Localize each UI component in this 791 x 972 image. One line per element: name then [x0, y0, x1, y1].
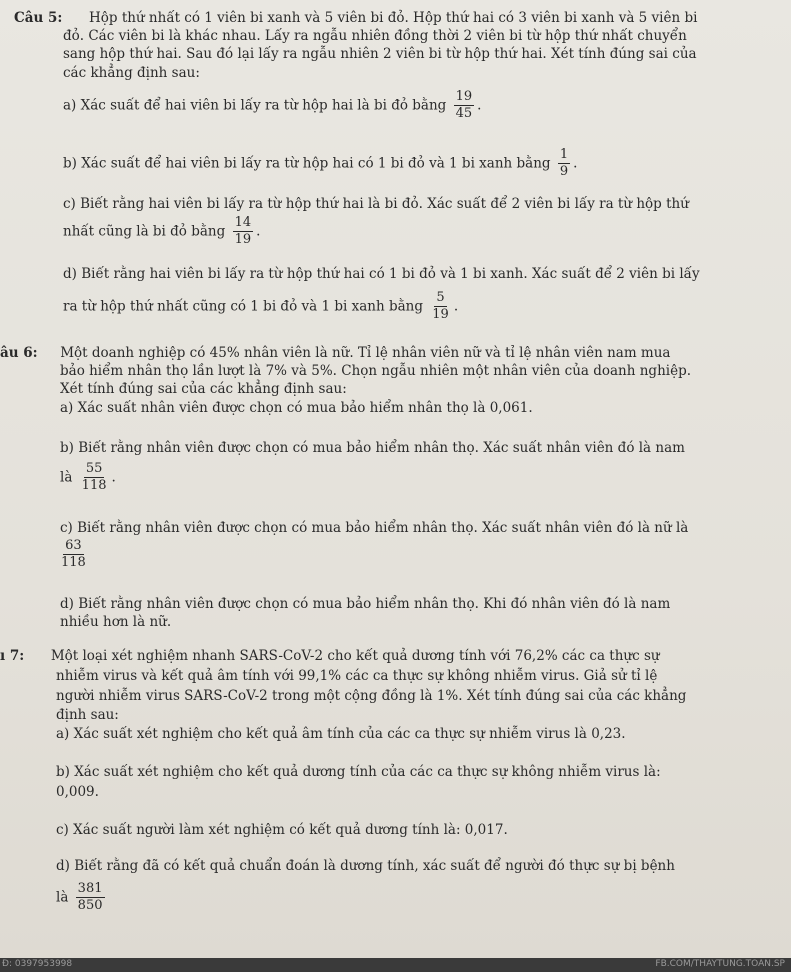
- q5-b-denominator: 9: [559, 164, 569, 180]
- q5-text-1: Hộp thứ nhất có 1 viên bi xanh và 5 viên bi đỏ. Hộp thứ hai có 3 viên bi xanh và 5 viên bi: [88, 10, 698, 26]
- q7-d-denominator: 850: [77, 898, 103, 914]
- q6-b-end: .: [111, 469, 116, 486]
- q5-c-text: nhất cũng là bi đỏ bằng: [63, 223, 226, 240]
- q6-option-b-line-1: b) Biết rằng nhân viên được chọn có mua bảo hiểm nhân thọ. Xác suất nhân viên đó là nam: [60, 440, 685, 456]
- q5-a-numerator: 19: [454, 90, 475, 106]
- q6-option-d-line-2: nhiều hơn là nữ.: [60, 614, 172, 630]
- q5-option-d-line-2: [63, 291, 458, 323]
- q5-a-fraction: [454, 90, 475, 122]
- q7-option-d-line-2: [56, 882, 108, 914]
- q6-option-a: a) Xác suất nhân viên được chọn có mua bảo hiểm nhân thọ là 0,061.: [60, 400, 533, 416]
- q7-line-3: người nhiễm virus SARS-CoV-2 trong một cộng đồng là 1%. Xét tính đúng sai của các khẳng: [56, 688, 687, 704]
- q5-b-end: .: [573, 155, 578, 172]
- q5-option-c-line-1: c) Biết rằng hai viên bi lấy ra từ hộp thứ hai là bi đỏ. Xác suất để 2 viên bi lấy ra từ hộp thứ: [63, 196, 689, 212]
- q6-line-3: Xét tính đúng sai của các khẳng định sau:: [60, 381, 347, 397]
- footer-bar: [0, 958, 791, 972]
- q5-line-4: các khẳng định sau:: [63, 65, 200, 81]
- q5-option-b: [63, 148, 577, 180]
- q6-option-c-line-1: c) Biết rằng nhân viên được chọn có mua bảo hiểm nhân thọ. Xác suất nhân viên đó là nữ là: [60, 520, 689, 536]
- q7-line-2: nhiễm virus và kết quả âm tính với 99,1% các ca thực sự không nhiễm virus. Giả sử tỉ lệ: [56, 668, 658, 684]
- q6-b-numerator: 55: [84, 462, 105, 478]
- q6-option-c-line-2: [56, 539, 91, 571]
- q5-line-3: sang hộp thứ hai. Sau đó lại lấy ra ngẫu nhiên 2 viên bi từ hộp thứ hai. Xét tính đúng sai của: [63, 46, 697, 62]
- q5-line-2: đỏ. Các viên bi là khác nhau. Lấy ra ngẫu nhiên đồng thời 2 viên bi từ hộp thứ nhất chuyển: [63, 28, 687, 44]
- q5-a-end: .: [477, 97, 482, 114]
- q5-option-c-line-2: [63, 216, 260, 248]
- q6-b-text: là: [60, 469, 73, 486]
- q6-label: âu 6:: [0, 345, 38, 361]
- q5-b-numerator: 1: [558, 148, 570, 164]
- q6-c-fraction: [59, 539, 88, 571]
- q6-text-1: Một doanh nghiệp có 45% nhân viên là nữ. Tỉ lệ nhân viên nữ và tỉ lệ nhân viên nam mua: [60, 345, 671, 361]
- q7-d-text: là: [56, 889, 69, 906]
- q7-d-fraction: [76, 882, 105, 914]
- q5-option-a: [63, 90, 481, 122]
- q5-d-denominator: 19: [432, 307, 449, 323]
- q7-label: ı 7:: [0, 648, 25, 664]
- q7-d-numerator: 381: [76, 882, 105, 898]
- q5-c-numerator: 14: [233, 216, 254, 232]
- q6-b-fraction: [80, 462, 109, 494]
- q7-line-1: [0, 648, 660, 664]
- q7-line-4: định sau:: [56, 707, 119, 723]
- q6-option-b-line-2: [60, 462, 116, 494]
- footer-facebook: FB.COM/THAYTUNG.TOAN.SP: [655, 959, 785, 969]
- q6-option-d-line-1: d) Biết rằng nhân viên được chọn có mua bảo hiểm nhân thọ. Khi đó nhân viên đó là nam: [60, 596, 671, 612]
- q5-a-text: a) Xác suất để hai viên bi lấy ra từ hộp hai là bi đỏ bằng: [63, 97, 447, 114]
- q5-c-denominator: 19: [234, 232, 252, 248]
- q7-text-1: Một loại xét nghiệm nhanh SARS-CoV-2 cho kết quả dương tính với 76,2% các ca thực sự: [50, 648, 660, 664]
- q5-d-text: ra từ hộp thứ nhất cũng có 1 bi đỏ và 1 bi xanh bằng: [63, 298, 423, 315]
- q5-line-1: [14, 10, 697, 26]
- q5-option-d-line-1: d) Biết rằng hai viên bi lấy ra từ hộp thứ hai có 1 bi đỏ và 1 bi xanh. Xác suất để 2 viên bi lấy: [63, 266, 700, 282]
- q5-b-fraction: [558, 148, 570, 180]
- q7-option-b-line-1: b) Xác suất xét nghiệm cho kết quả dương tính của các ca thực sự không nhiễm virus là:: [56, 764, 661, 780]
- q5-c-end: .: [256, 223, 261, 240]
- q6-line-1: [0, 345, 670, 361]
- q5-a-denominator: 45: [455, 106, 473, 122]
- q5-d-end: .: [453, 298, 459, 315]
- q7-option-a: a) Xác suất xét nghiệm cho kết quả âm tính của các ca thực sự nhiễm virus là 0,23.: [56, 726, 626, 742]
- q5-d-numerator: 5: [434, 291, 446, 307]
- q5-label: Câu 5:: [14, 10, 63, 26]
- q7-option-c: c) Xác suất người làm xét nghiệm có kết quả dương tính là: 0,017.: [56, 822, 508, 838]
- q6-b-denominator: 118: [81, 478, 107, 494]
- q5-d-fraction: [430, 291, 451, 323]
- q6-c-denominator: 118: [61, 555, 86, 571]
- q5-c-fraction: [233, 216, 254, 248]
- q6-line-2: bảo hiểm nhân thọ lần lượt là 7% và 5%. Chọn ngẫu nhiên một nhân viên của doanh nghiệp.: [60, 363, 692, 379]
- footer-phone: Đ: 0397953998: [2, 959, 73, 969]
- q7-option-d-line-1: d) Biết rằng đã có kết quả chuẩn đoán là dương tính, xác suất để người đó thực sự bị bệnh: [56, 858, 675, 874]
- q7-option-b-line-2: 0,009.: [56, 784, 99, 800]
- q6-c-numerator: 63: [63, 539, 84, 555]
- q5-b-text: b) Xác suất để hai viên bi lấy ra từ hộp hai có 1 bi đỏ và 1 bi xanh bằng: [63, 155, 551, 172]
